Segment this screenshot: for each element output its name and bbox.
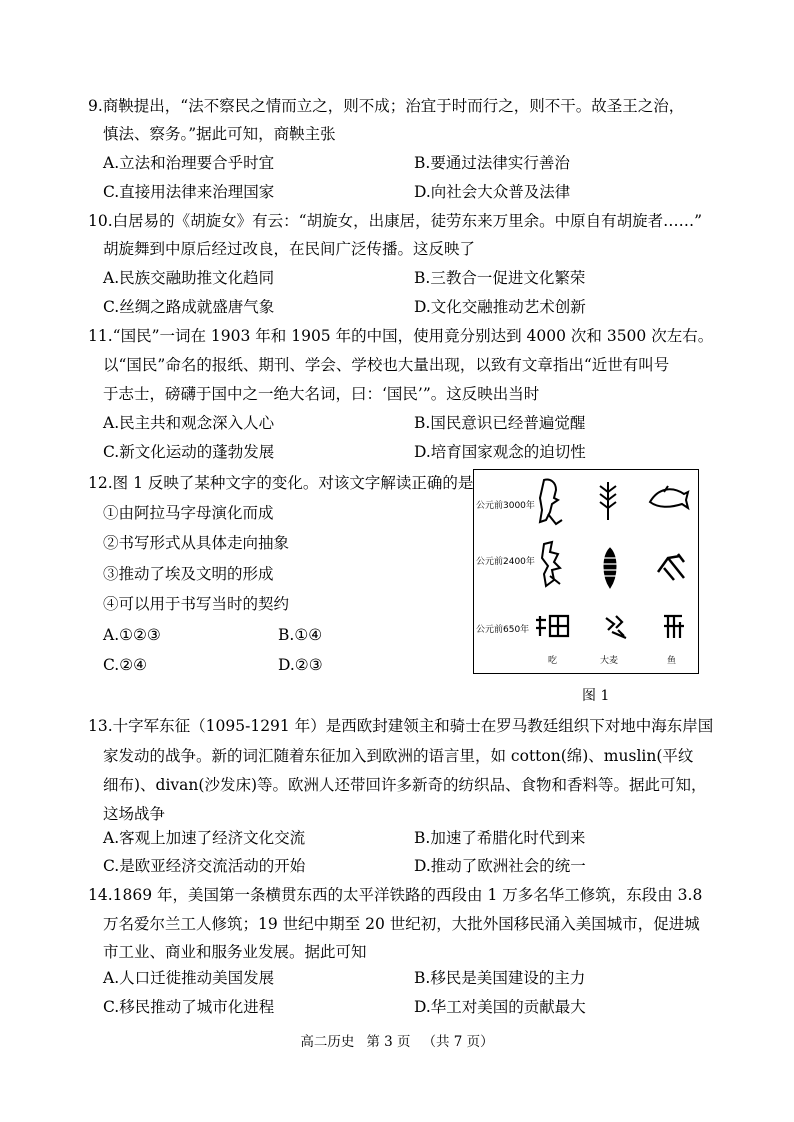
col-label-fish: 鱼: [667, 656, 677, 666]
glyph-barley-3000bc-icon: [596, 478, 620, 522]
col-label-barley: 大麦: [600, 656, 619, 666]
q10-option-c: C.丝绸之路成就盛唐气象: [103, 298, 275, 316]
q12-item-3: ③推动了埃及文明的形成: [103, 565, 274, 583]
row-label-3000bc: 公元前3000年: [476, 501, 535, 511]
footer-total-pages: （共 7 页）: [422, 1034, 494, 1050]
q9-option-a: A.立法和治理要合乎时宜: [103, 154, 275, 172]
q12-item-4: ④可以用于书写当时的契约: [103, 595, 290, 613]
q14-option-a: A.人口迁徙推动美国发展: [103, 969, 275, 987]
q9-option-d: D.向社会大众普及法律: [414, 183, 571, 201]
q10-option-b: B.三教合一促进文化繁荣: [414, 269, 586, 287]
q11-option-b: B.国民意识已经普遍觉醒: [414, 414, 586, 432]
q11-stem-line2: 以“国民”命名的报纸、期刊、学会、学校也大量出现，以致有文章指出“近世有叫号: [103, 356, 670, 374]
glyph-fish-3000bc-icon: [646, 482, 690, 512]
q10-stem-line2: 胡旋舞到中原后经过改良，在民间广泛传播。这反映了: [103, 240, 476, 258]
q12-item-1: ①由阿拉马字母演化而成: [103, 504, 274, 522]
q10-option-a: A.民族交融助推文化趋同: [103, 269, 275, 287]
q13-stem-line4: 这场战争: [103, 805, 166, 823]
glyph-fish-2400bc-icon: [654, 550, 690, 584]
page-footer: [0, 1030, 794, 1050]
q13-stem-line1: 13.十字军东征（1095-1291 年）是西欧封建领主和骑士在罗马教廷组织下对地中海东岸国: [88, 717, 714, 735]
footer-subject: 高二历史: [300, 1034, 355, 1050]
q14-option-d: D.华工对美国的贡献最大: [414, 998, 586, 1016]
q10-option-d: D.文化交融推动艺术创新: [414, 298, 586, 316]
q13-stem-line2: 家发动的战争。新的词汇随着东征加入到欧洲的语言里，如 cotton(绵)、muslin(平纹: [103, 747, 694, 765]
q12-option-a: A.①②③: [103, 626, 161, 644]
figure-1-cuneiform: [473, 469, 699, 674]
q12-option-b: B.①④: [278, 626, 323, 644]
q14-stem-line1: 14.1869 年，美国第一条横贯东西的太平洋铁路的西段由 1 万多名华工修筑，东段由 3.8: [88, 886, 703, 904]
q11-option-d: D.培育国家观念的迫切性: [414, 443, 586, 461]
q14-option-b: B.移民是美国建设的主力: [414, 969, 586, 987]
q13-option-c: C.是欧亚经济交流活动的开始: [103, 857, 306, 875]
q9-option-b: B.要通过法律实行善治: [414, 154, 570, 172]
q13-option-a: A.客观上加速了经济文化交流: [103, 829, 306, 847]
glyph-barley-650bc-icon: [602, 612, 630, 642]
q10-stem-line1: 10.白居易的《胡旋女》有云：“胡旋女，出康居，徒劳东来万里余。中原自有胡旋者……”: [88, 212, 703, 230]
q13-stem-line3: 细布)、divan(沙发床)等。欧洲人还带回许多新奇的纺织品、食物和香料等。据此可知，: [103, 776, 707, 794]
q12-item-2: ②书写形式从具体走向抽象: [103, 534, 290, 552]
glyph-eat-2400bc-icon: [538, 540, 566, 592]
q13-option-d: D.推动了欧洲社会的统一: [414, 857, 586, 875]
q11-option-a: A.民主共和观念深入人心: [103, 414, 275, 432]
q9-stem-line2: 慎法、察务。”据此可知，商鞅主张: [103, 125, 336, 143]
q11-stem-line1: 11.“国民”一词在 1903 年和 1905 年的中国，使用竟分别达到 4000 次和 3500 次左右。: [88, 327, 714, 345]
glyph-fish-650bc-icon: [660, 612, 686, 642]
q11-option-c: C.新文化运动的蓬勃发展: [103, 443, 275, 461]
q12-option-c: C.②④: [103, 656, 148, 674]
row-label-650bc: 公元前650年: [476, 625, 530, 635]
q13-option-b: B.加速了希腊化时代到来: [414, 829, 586, 847]
q9-stem-line1: 9.商鞅提出，“法不察民之情而立之，则不成；治宜于时而行之，则不干。故圣王之治，: [88, 97, 685, 115]
figure-1-caption: 图 1: [582, 688, 610, 704]
row-label-2400bc: 公元前2400年: [476, 557, 535, 567]
q9-option-c: C.直接用法律来治理国家: [103, 183, 275, 201]
q11-stem-line3: 于志士，磅礴于国中之一绝大名词，曰：‘国民’”。这反映出当时: [103, 385, 540, 403]
glyph-eat-650bc-icon: [532, 612, 572, 642]
q12-option-d: D.②③: [278, 656, 323, 674]
glyph-barley-2400bc-icon: [598, 546, 622, 590]
glyph-eat-3000bc-icon: [536, 476, 564, 528]
q12-stem: 12.图 1 反映了某种文字的变化。对该文字解读正确的是: [88, 474, 474, 492]
col-label-eat: 吃: [548, 656, 558, 666]
q14-stem-line3: 市工业、商业和服务业发展。据此可知: [103, 943, 367, 961]
q14-option-c: C.移民推动了城市化进程: [103, 998, 275, 1016]
q14-stem-line2: 万名爱尔兰工人修筑；19 世纪中期至 20 世纪初，大批外国移民涌入美国城市，促进城: [103, 915, 700, 933]
footer-page-number: 第 3 页: [366, 1034, 411, 1050]
